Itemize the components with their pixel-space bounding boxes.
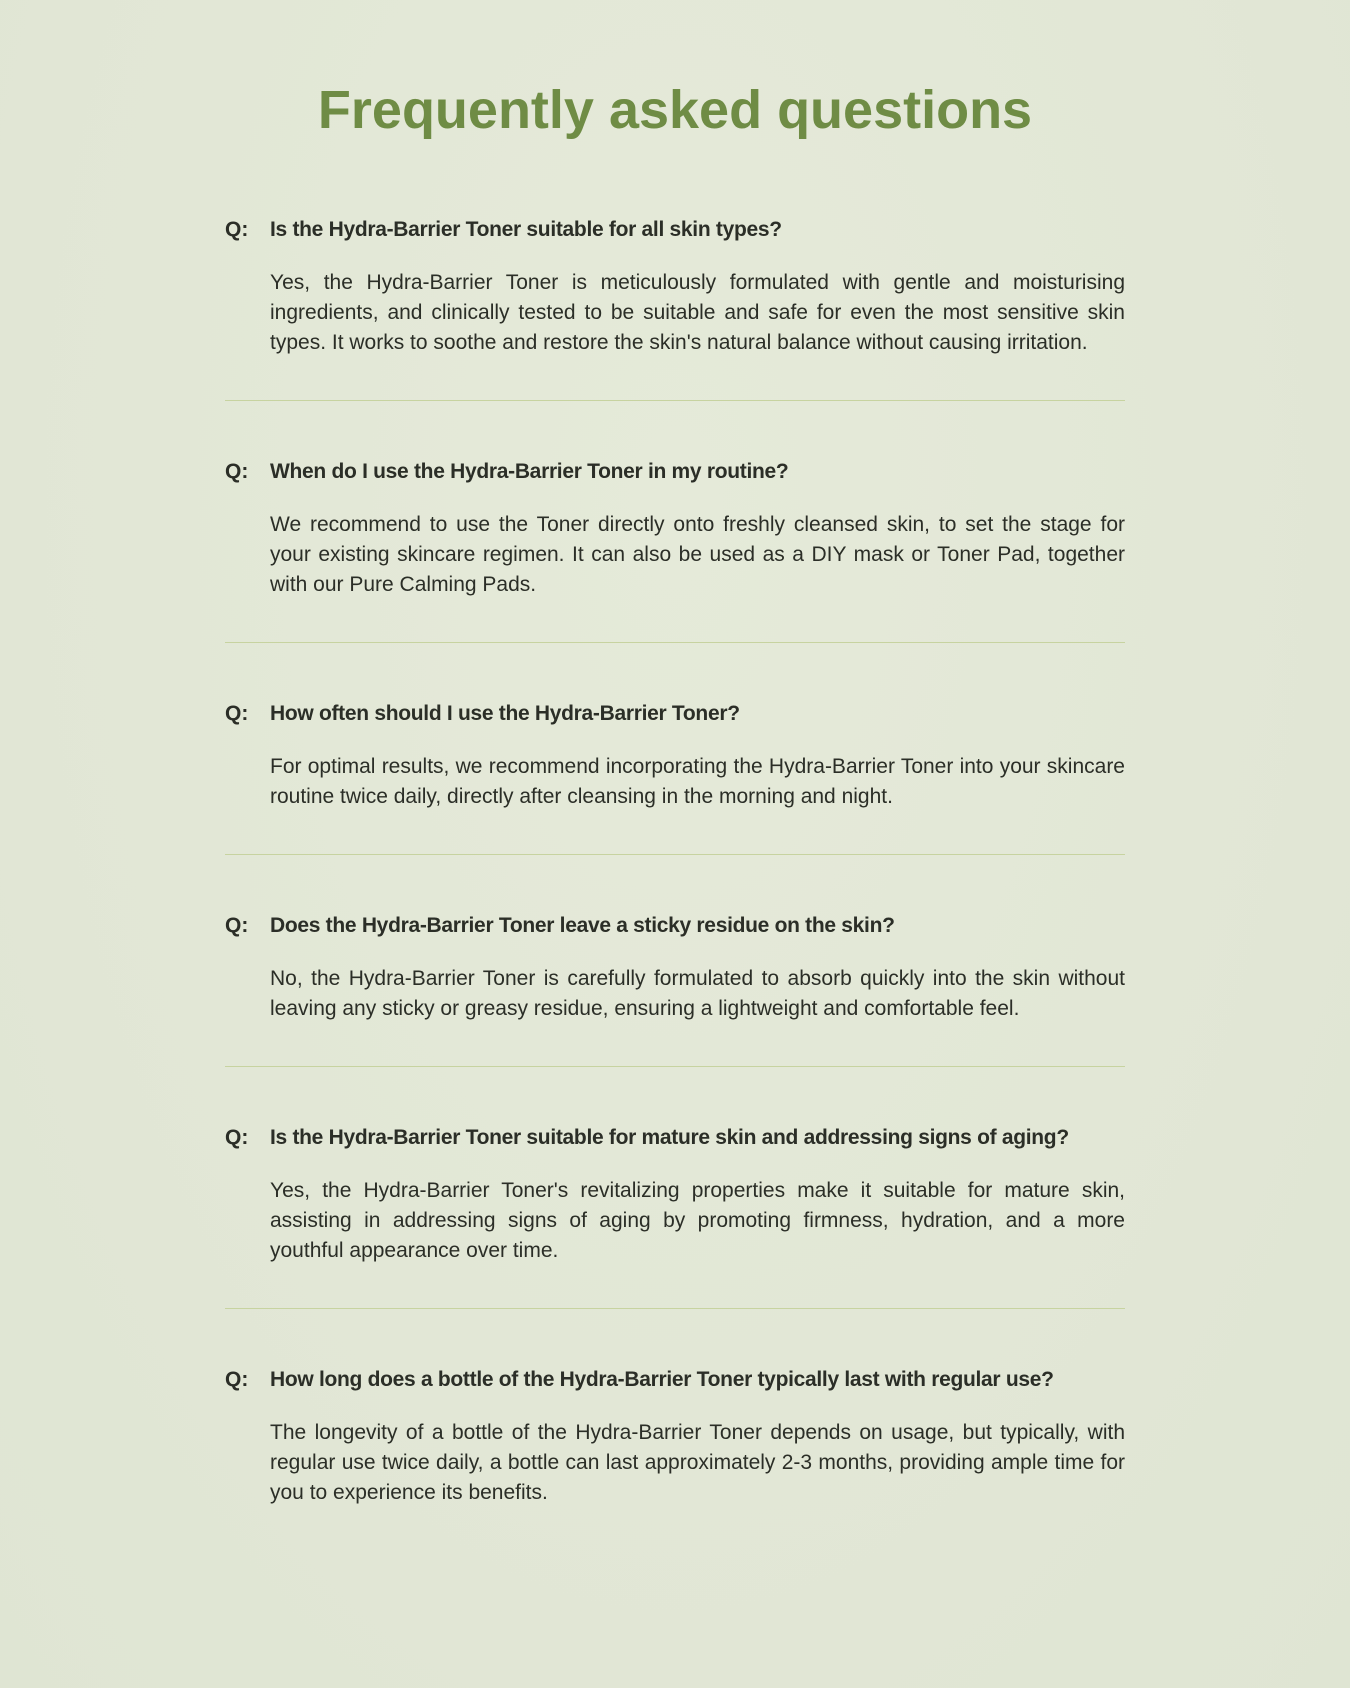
faq-answer-1: Yes, the Hydra-Barrier Toner is meticulously formulated with gentle and moisturising ingredients, and clinically tested to be suitable and safe for even the most sensitive skin types. It works to soothe and restore the skin's natural balance without causing irritation. — [270, 271, 1125, 354]
faq-item-2 — [225, 457, 1125, 600]
faq-answer-6: The longevity of a bottle of the Hydra-Barrier Toner depends on usage, but typically, with regular use twice daily, a bottle can last approximately 2-3 months, providing ample time for you to experience its benefits. — [270, 1421, 1125, 1504]
divider — [225, 854, 1125, 855]
faq-question-2: When do I use the Hydra-Barrier Toner in my routine? — [270, 460, 789, 483]
question-prefix: Q: — [225, 218, 249, 241]
faq-item-1 — [225, 215, 1125, 358]
question-prefix: Q: — [225, 702, 249, 725]
faq-answer-5: Yes, the Hydra-Barrier Toner's revitalizing properties make it suitable for mature skin, assisting in addressing signs of aging by promoting firmness, hydration, and a more youthful appearance over time. — [270, 1179, 1125, 1262]
faq-question-6: How long does a bottle of the Hydra-Barrier Toner typically last with regular use? — [270, 1368, 1054, 1391]
question-prefix: Q: — [225, 914, 249, 937]
faq-question-1: Is the Hydra-Barrier Toner suitable for all skin types? — [270, 218, 782, 241]
faq-answer-2: We recommend to use the Toner directly onto freshly cleansed skin, to set the stage for your existing skincare regimen. It can also be used as a DIY mask or Toner Pad, together with our Pure Calming Pads. — [270, 513, 1125, 596]
divider — [225, 1066, 1125, 1067]
divider — [225, 400, 1125, 401]
question-prefix: Q: — [225, 1126, 249, 1149]
question-prefix: Q: — [225, 1368, 249, 1391]
faq-question-4: Does the Hydra-Barrier Toner leave a sticky residue on the skin? — [270, 914, 895, 937]
faq-list — [225, 215, 1125, 1508]
divider — [225, 642, 1125, 643]
faq-answer-4: No, the Hydra-Barrier Toner is carefully formulated to absorb quickly into the skin without leaving any sticky or greasy residue, ensuring a lightweight and comfortable feel. — [270, 967, 1125, 1020]
faq-question-5: Is the Hydra-Barrier Toner suitable for mature skin and addressing signs of aging? — [270, 1126, 1069, 1149]
faq-item-3 — [225, 699, 1125, 812]
question-prefix: Q: — [225, 460, 249, 483]
faq-item-4 — [225, 911, 1125, 1024]
divider — [225, 1308, 1125, 1309]
faq-item-5 — [225, 1123, 1125, 1266]
faq-question-3: How often should I use the Hydra-Barrier Toner? — [270, 702, 740, 725]
faq-item-6 — [225, 1365, 1125, 1508]
page-title: Frequently asked questions — [317, 80, 1033, 140]
faq-answer-3: For optimal results, we recommend incorporating the Hydra-Barrier Toner into your skincare routine twice daily, directly after cleansing in the morning and night. — [270, 755, 1125, 808]
